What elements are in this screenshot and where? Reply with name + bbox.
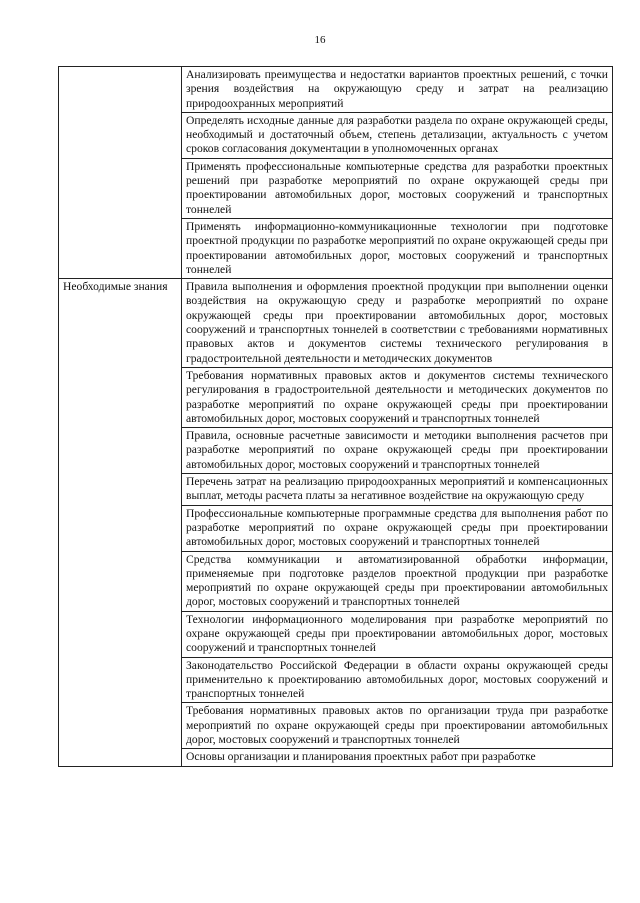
- table-row: [59, 279, 613, 368]
- page-number: 16: [314, 34, 326, 46]
- table-row: [59, 67, 613, 113]
- table-cell: Профессиональные компьютерные программные средства для выполнения работ по разработке мероприятий по охране окружающей среды при проектировании автомобильных дорог, мостовых сооружений и транспортных тоннелей: [182, 505, 613, 551]
- table-cell: Применять информационно-коммуникационные технологии при подготовке проектной продукции по разработке мероприятий по охране окружающей среды при проектировании автомобильных дорог, мостовых сооружений и транспортных тоннелей: [182, 218, 613, 278]
- table-cell: Правила выполнения и оформления проектной продукции при выполнении оценки воздействия на окружающую среду и разработке мероприятий по охране окружающей среды при проектировании автомобильных дорог, мостовых сооружений и транспортных тоннелей в соответствии с требованиями нормативных правовых актов и документов системы технического регулирования в градостроительной деятельности и методических документов: [182, 279, 613, 368]
- table-cell: Применять профессиональные компьютерные средства для разработки проектных решений при разработке мероприятий по охране окружающей среды при проектировании автомобильных дорог, мостовых сооружений и транспортных тоннелей: [182, 158, 613, 218]
- table-cell: Правила, основные расчетные зависимости и методики выполнения расчетов при разработке мероприятий по охране окружающей среды при проектировании автомобильных дорог, мостовых сооружений и транспортных тоннелей: [182, 428, 613, 474]
- table-cell: Анализировать преимущества и недостатки вариантов проектных решений, с точки зрения воздействия на окружающую среду и затрат на реализацию природоохранных мероприятий: [182, 67, 613, 113]
- section-label-skills: [59, 67, 182, 279]
- table-cell: Основы организации и планирования проектных работ при разработке: [182, 749, 613, 766]
- table-cell: Требования нормативных правовых актов и документов системы технического регулирования в градостроительной деятельности и методических документов по разработке мероприятий по охране окружающей среды при проектировании автомобильных дорог, мостовых сооружений и транспортных тоннелей: [182, 367, 613, 427]
- table-cell: Средства коммуникации и автоматизированной обработки информации, применяемые при подготовке разделов проектной продукции при разработке мероприятий по охране окружающей среды при проектировании автомобильных дорог, мостовых сооружений и транспортных тоннелей: [182, 551, 613, 611]
- table-cell: Законодательство Российской Федерации в области охраны окружающей среды применительно к проектированию автомобильных дорог, мостовых сооружений и транспортных тоннелей: [182, 657, 613, 703]
- table-cell: Требования нормативных правовых актов по организации труда при разработке мероприятий по охране окружающей среды при проектировании автомобильных дорог, мостовых сооружений и транспортных тоннелей: [182, 703, 613, 749]
- table-cell: Определять исходные данные для разработки раздела по охране окружающей среды, необходимый и достаточный объем, степень детализации, актуальность с учетом сроков согласования документации в уполномоченных органах: [182, 112, 613, 158]
- section-label-knowledge: Необходимые знания: [59, 279, 182, 767]
- competency-table: [58, 66, 613, 767]
- table-cell: Технологии информационного моделирования при разработке мероприятий по охране окружающей среды при проектировании автомобильных дорог, мостовых сооружений и транспортных тоннелей: [182, 611, 613, 657]
- table-cell: Перечень затрат на реализацию природоохранных мероприятий и компенсационных выплат, методы расчета платы за негативное воздействие на окружающую среду: [182, 474, 613, 506]
